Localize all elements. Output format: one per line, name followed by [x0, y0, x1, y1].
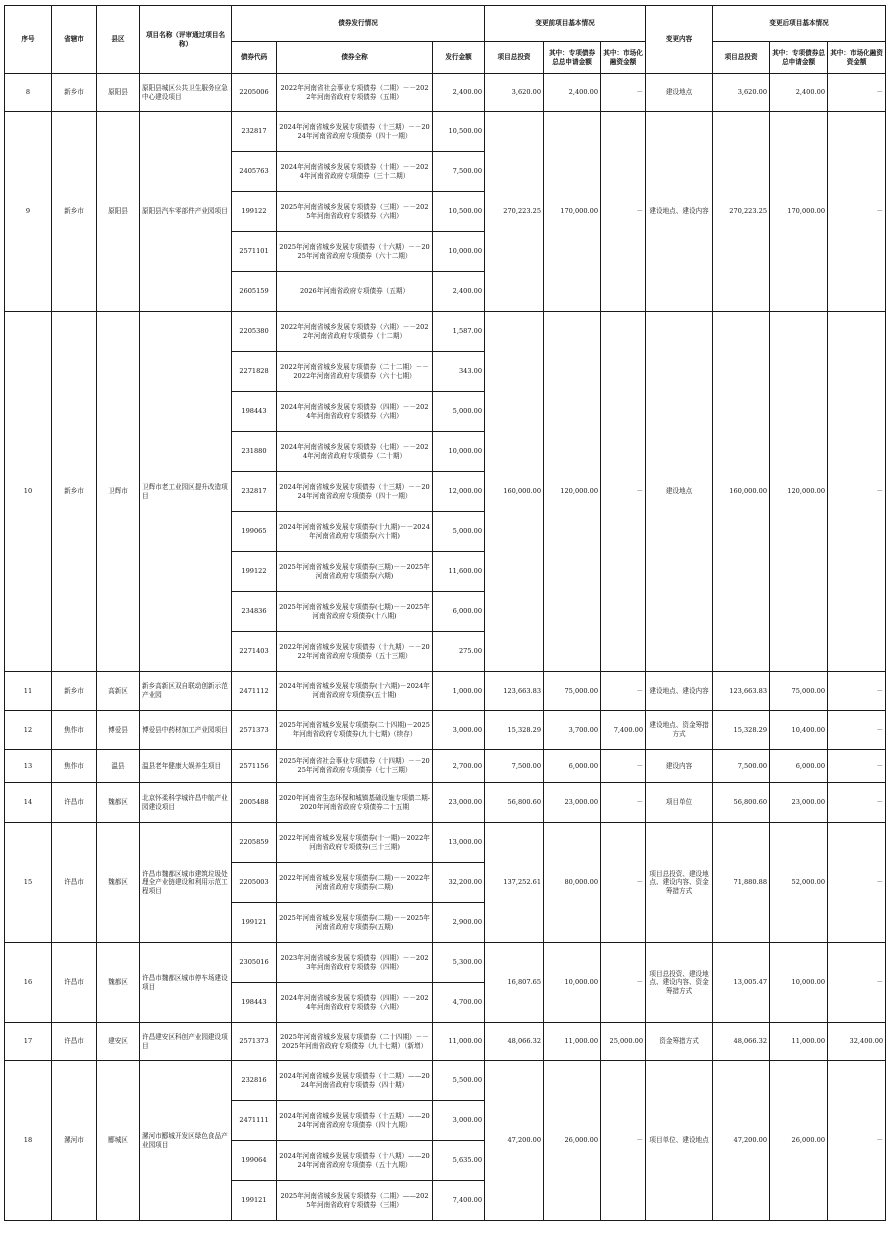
market-financing-before: －	[601, 783, 646, 823]
row-city: 新乡市	[52, 672, 97, 711]
row-project-name: 许昌市魏都区城市停车场建设项目	[140, 943, 232, 1023]
market-financing-after: －	[828, 750, 886, 783]
market-financing-before: 25,000.00	[601, 1023, 646, 1061]
row-seq: 18	[5, 1061, 52, 1221]
table-row	[5, 1023, 886, 1061]
change-content: 项目总投资、建设地点、建设内容、资金筹措方式	[646, 823, 713, 943]
header-special-bond-amount-after: 其中：专项债券总总申请金额	[770, 42, 828, 74]
bond-amount: 11,000.00	[433, 1023, 485, 1061]
table-row	[5, 823, 886, 863]
row-city: 许昌市	[52, 823, 97, 943]
special-bond-before: 10,000.00	[544, 943, 601, 1023]
bond-amount: 4,700.00	[433, 983, 485, 1023]
header-county: 县区	[97, 6, 140, 74]
bond-code: 2571156	[232, 750, 277, 783]
total-investment-before: 7,500.00	[485, 750, 544, 783]
special-bond-after: 23,000.00	[770, 783, 828, 823]
row-county: 建安区	[97, 1023, 140, 1061]
total-investment-before: 123,663.83	[485, 672, 544, 711]
bond-name: 2022年河南省城乡发展专项债券（十九期）－－2022年河南省政府专项债券（五十三期）	[277, 632, 433, 672]
bond-amount: 6,000.00	[433, 592, 485, 632]
bond-code: 2005488	[232, 783, 277, 823]
total-investment-before: 15,328.29	[485, 711, 544, 750]
row-project-name: 博爱县中药材加工产业园项目	[140, 711, 232, 750]
change-content: 建设地点、建设内容	[646, 112, 713, 312]
bond-name: 2022年河南省社会事业专项债券（二期）－－2022年河南省政府专项债券（五期）	[277, 74, 433, 112]
market-financing-after: －	[828, 312, 886, 672]
bond-code: 199121	[232, 1181, 277, 1221]
bond-amount: 2,700.00	[433, 750, 485, 783]
bond-name: 2025年河南省城乡发展专项债券（十六期）－－2025年河南省政府专项债券（六十二期）	[277, 232, 433, 272]
total-investment-after: 71,880.88	[713, 823, 770, 943]
bond-amount: 5,500.00	[433, 1061, 485, 1101]
market-financing-before: －	[601, 943, 646, 1023]
row-project-name: 许昌建安区科创产业园建设项目	[140, 1023, 232, 1061]
bond-amount: 10,000.00	[433, 232, 485, 272]
table-row	[5, 312, 886, 352]
bond-code: 2205006	[232, 74, 277, 112]
bond-code: 2471111	[232, 1101, 277, 1141]
total-investment-before: 48,066.32	[485, 1023, 544, 1061]
table-row	[5, 672, 886, 711]
change-content: 项目单位、建设地点	[646, 1061, 713, 1221]
special-bond-after: 120,000.00	[770, 312, 828, 672]
bond-change-table	[4, 5, 886, 1221]
bond-code: 2571101	[232, 232, 277, 272]
bond-amount: 3,000.00	[433, 1101, 485, 1141]
bond-code: 232817	[232, 112, 277, 152]
bond-amount: 10,000.00	[433, 432, 485, 472]
bond-code: 199065	[232, 512, 277, 552]
bond-amount: 13,000.00	[433, 823, 485, 863]
total-investment-before: 3,620.00	[485, 74, 544, 112]
market-financing-after: －	[828, 943, 886, 1023]
table-row	[5, 74, 886, 112]
table-row	[5, 1061, 886, 1101]
special-bond-before: 80,000.00	[544, 823, 601, 943]
row-project-name: 许昌市魏都区城市建筑垃圾处理全产业链建设和利用示范工程项目	[140, 823, 232, 943]
special-bond-before: 23,000.00	[544, 783, 601, 823]
header-market-financing-after: 其中：市场化融资资金额	[828, 42, 886, 74]
table-header	[5, 6, 886, 74]
bond-name: 2025年河南省城乡发展专项债券(二期)－－2025年河南省政府专项债券(五期)	[277, 903, 433, 943]
special-bond-after: 10,400.00	[770, 711, 828, 750]
change-content: 项目总投资、建设地点、建设内容、资金筹措方式	[646, 943, 713, 1023]
bond-code: 2471112	[232, 672, 277, 711]
bond-name: 2024年河南省城乡发展专项债券(十六期)－2024年河南省政府专项债券(五十期)	[277, 672, 433, 711]
special-bond-after: 26,000.00	[770, 1061, 828, 1221]
bond-code: 199122	[232, 192, 277, 232]
total-investment-before: 270,223.25	[485, 112, 544, 312]
row-county: 温县	[97, 750, 140, 783]
row-seq: 13	[5, 750, 52, 783]
market-financing-after: 32,400.00	[828, 1023, 886, 1061]
header-before-group: 变更前项目基本情况	[485, 6, 646, 42]
change-content: 建设地点	[646, 312, 713, 672]
row-county: 魏都区	[97, 823, 140, 943]
bond-code: 199064	[232, 1141, 277, 1181]
header-market-financing-before: 其中：市场化融资金额	[601, 42, 646, 74]
bond-name: 2022年河南省城乡发展专项债券(二期)－－2022年河南省政府专项债券(二期)	[277, 863, 433, 903]
bond-name: 2023年河南省城乡发展专项债券（四期）－－2023年河南省政府专项债券（四期）	[277, 943, 433, 983]
market-financing-after: －	[828, 711, 886, 750]
bond-amount: 2,400.00	[433, 74, 485, 112]
market-financing-before: －	[601, 750, 646, 783]
row-county: 郾城区	[97, 1061, 140, 1221]
market-financing-before: －	[601, 672, 646, 711]
bond-name: 2024年河南省城乡发展专项债券（十八期）——2024年河南省政府专项债券（五十九期）	[277, 1141, 433, 1181]
market-financing-before: 7,400.00	[601, 711, 646, 750]
bond-name: 2024年河南省城乡发展专项债券（十三期）－－2024年河南省政府专项债券（四十一期）	[277, 472, 433, 512]
row-seq: 16	[5, 943, 52, 1023]
total-investment-after: 47,200.00	[713, 1061, 770, 1221]
market-financing-after: －	[828, 1061, 886, 1221]
change-content: 建设内容	[646, 750, 713, 783]
bond-amount: 5,000.00	[433, 512, 485, 552]
bond-name: 2026年河南省政府专项债券（五期）	[277, 272, 433, 312]
bond-amount: 1,587.00	[433, 312, 485, 352]
row-city: 漯河市	[52, 1061, 97, 1221]
row-seq: 9	[5, 112, 52, 312]
bond-amount: 10,500.00	[433, 112, 485, 152]
special-bond-after: 6,000.00	[770, 750, 828, 783]
table-row	[5, 711, 886, 750]
row-seq: 10	[5, 312, 52, 672]
market-financing-after: －	[828, 823, 886, 943]
header-change-content: 变更内容	[646, 6, 713, 74]
change-content: 项目单位	[646, 783, 713, 823]
bond-amount: 11,600.00	[433, 552, 485, 592]
special-bond-before: 120,000.00	[544, 312, 601, 672]
header-bond-group: 债券发行情况	[232, 6, 485, 42]
bond-code: 2205859	[232, 823, 277, 863]
special-bond-before: 3,700.00	[544, 711, 601, 750]
change-content: 资金筹措方式	[646, 1023, 713, 1061]
bond-amount: 1,000.00	[433, 672, 485, 711]
table-body	[5, 74, 886, 1221]
bond-amount: 5,000.00	[433, 392, 485, 432]
bond-code: 2405763	[232, 152, 277, 192]
header-city: 省辖市	[52, 6, 97, 74]
total-investment-before: 47,200.00	[485, 1061, 544, 1221]
market-financing-before: －	[601, 823, 646, 943]
row-seq: 17	[5, 1023, 52, 1061]
bond-code: 2305016	[232, 943, 277, 983]
bond-name: 2025年河南省城乡发展专项债券(二十四期)－2025年河南省政府专项债券(九十七期)（续存）	[277, 711, 433, 750]
table-row	[5, 750, 886, 783]
total-investment-after: 13,005.47	[713, 943, 770, 1023]
total-investment-after: 123,663.83	[713, 672, 770, 711]
total-investment-before: 56,800.60	[485, 783, 544, 823]
bond-code: 199121	[232, 903, 277, 943]
bond-code: 2571373	[232, 711, 277, 750]
total-investment-after: 56,800.60	[713, 783, 770, 823]
bond-name: 2024年河南省城乡发展专项债券（四期）－－2024年河南省政府专项债券（六期）	[277, 392, 433, 432]
market-financing-after: －	[828, 672, 886, 711]
bond-code: 234836	[232, 592, 277, 632]
bond-amount: 2,900.00	[433, 903, 485, 943]
row-seq: 11	[5, 672, 52, 711]
bond-amount: 275.00	[433, 632, 485, 672]
special-bond-before: 75,000.00	[544, 672, 601, 711]
bond-name: 2020年河南省生态环保和城镇基础设施专项债二期-2020年河南省政府专项债券二十五期	[277, 783, 433, 823]
row-city: 新乡市	[52, 112, 97, 312]
row-project-name: 原阳县汽车零部件产业园项目	[140, 112, 232, 312]
special-bond-before: 170,000.00	[544, 112, 601, 312]
row-project-name: 温县老年健康大娱养生项目	[140, 750, 232, 783]
row-city: 许昌市	[52, 943, 97, 1023]
special-bond-after: 2,400.00	[770, 74, 828, 112]
row-county: 魏都区	[97, 783, 140, 823]
header-seq: 序号	[5, 6, 52, 74]
special-bond-after: 10,000.00	[770, 943, 828, 1023]
bond-name: 2025年河南省城乡发展专项债券（三期）－－2025年河南省政府专项债券（六期）	[277, 192, 433, 232]
row-city: 许昌市	[52, 1023, 97, 1061]
market-financing-after: －	[828, 74, 886, 112]
change-content: 建设地点、建设内容	[646, 672, 713, 711]
bond-amount: 7,500.00	[433, 152, 485, 192]
bond-name: 2025年河南省城乡发展专项债券(三期)－－2025年河南省政府专项债券(六期)	[277, 552, 433, 592]
bond-name: 2025年河南省城乡发展专项债券(七期)－－2025年河南省政府专项债券(十八期)	[277, 592, 433, 632]
change-content: 建设地点	[646, 74, 713, 112]
special-bond-after: 52,000.00	[770, 823, 828, 943]
special-bond-after: 75,000.00	[770, 672, 828, 711]
bond-name: 2025年河南省社会事业专项债券（十四期）－－2025年河南省政府专项债券（七十三期）	[277, 750, 433, 783]
row-county: 卫辉市	[97, 312, 140, 672]
row-seq: 8	[5, 74, 52, 112]
total-investment-after: 48,066.32	[713, 1023, 770, 1061]
row-city: 新乡市	[52, 74, 97, 112]
total-investment-after: 7,500.00	[713, 750, 770, 783]
row-county: 魏都区	[97, 943, 140, 1023]
total-investment-after: 15,328.29	[713, 711, 770, 750]
bond-name: 2025年河南省城乡发展专项债券（二十四期）－－2025年河南省政府专项债券（九十七期）（新增）	[277, 1023, 433, 1061]
row-city: 新乡市	[52, 312, 97, 672]
bond-amount: 5,635.00	[433, 1141, 485, 1181]
bond-amount: 12,000.00	[433, 472, 485, 512]
bond-code: 198443	[232, 392, 277, 432]
special-bond-after: 170,000.00	[770, 112, 828, 312]
bond-name: 2024年河南省城乡发展专项债券（四期）－－2024年河南省政府专项债券（六期）	[277, 983, 433, 1023]
bond-amount: 2,400.00	[433, 272, 485, 312]
bond-name: 2022年河南省城乡发展专项债券（六期）－－2022年河南省政府专项债券（十二期）	[277, 312, 433, 352]
bond-code: 2605159	[232, 272, 277, 312]
table-row	[5, 112, 886, 152]
market-financing-before: －	[601, 112, 646, 312]
total-investment-before: 16,807.65	[485, 943, 544, 1023]
header-issue-amount: 发行金额	[433, 42, 485, 74]
market-financing-after: －	[828, 112, 886, 312]
bond-amount: 3,000.00	[433, 711, 485, 750]
header-total-investment-after: 项目总投资	[713, 42, 770, 74]
header-total-investment: 项目总投资	[485, 42, 544, 74]
row-city: 焦作市	[52, 711, 97, 750]
total-investment-after: 270,223.25	[713, 112, 770, 312]
bond-code: 2205003	[232, 863, 277, 903]
bond-amount: 5,300.00	[433, 943, 485, 983]
row-project-name: 北京怀柔科学城许昌中航产业园建设项目	[140, 783, 232, 823]
header-project-name: 项目名称（评审通过项目名称）	[140, 6, 232, 74]
bond-name: 2024年河南省城乡发展专项债券（十五期）——2024年河南省政府专项债券（四十九期）	[277, 1101, 433, 1141]
market-financing-before: －	[601, 1061, 646, 1221]
special-bond-before: 26,000.00	[544, 1061, 601, 1221]
table-row	[5, 943, 886, 983]
row-city: 许昌市	[52, 783, 97, 823]
total-investment-after: 3,620.00	[713, 74, 770, 112]
bond-name: 2024年河南省城乡发展专项债券(十九期)－－2024年河南省政府专项债券(六十期)	[277, 512, 433, 552]
row-project-name: 卫辉市老工业园区提升改造项目	[140, 312, 232, 672]
bond-amount: 32,200.00	[433, 863, 485, 903]
header-bond-name: 债券全称	[277, 42, 433, 74]
bond-code: 199122	[232, 552, 277, 592]
bond-code: 2271828	[232, 352, 277, 392]
row-county: 高新区	[97, 672, 140, 711]
row-seq: 12	[5, 711, 52, 750]
market-financing-before: －	[601, 312, 646, 672]
special-bond-before: 6,000.00	[544, 750, 601, 783]
header-bond-code: 债券代码	[232, 42, 277, 74]
total-investment-after: 160,000.00	[713, 312, 770, 672]
row-project-name: 新乡高新区双自联动创新示范产业园	[140, 672, 232, 711]
bond-code: 232816	[232, 1061, 277, 1101]
market-financing-after: －	[828, 783, 886, 823]
bond-code: 2271403	[232, 632, 277, 672]
row-seq: 14	[5, 783, 52, 823]
change-content: 建设地点、资金筹措方式	[646, 711, 713, 750]
document-page	[4, 5, 885, 1221]
row-project-name: 原阳县城区公共卫生服务应急中心建设项目	[140, 74, 232, 112]
bond-name: 2024年河南省城乡发展专项债券（十期）－－2024年河南省政府专项债券（三十二期）	[277, 152, 433, 192]
row-project-name: 漯河市郾城开发区绿色食品产业园项目	[140, 1061, 232, 1221]
bond-amount: 343.00	[433, 352, 485, 392]
bond-amount: 10,500.00	[433, 192, 485, 232]
special-bond-before: 2,400.00	[544, 74, 601, 112]
special-bond-before: 11,000.00	[544, 1023, 601, 1061]
bond-name: 2024年河南省城乡发展专项债券（十三期）－－2024年河南省政府专项债券（四十一期）	[277, 112, 433, 152]
bond-name: 2024年河南省城乡发展专项债券（十二期）——2024年河南省政府专项债券（四十期）	[277, 1061, 433, 1101]
header-special-bond-amount: 其中：专项债券总总申请金额	[544, 42, 601, 74]
table-row	[5, 783, 886, 823]
special-bond-after: 11,000.00	[770, 1023, 828, 1061]
bond-name: 2024年河南省城乡发展专项债券（七期）－－2024年河南省政府专项债券（二十期）	[277, 432, 433, 472]
bond-amount: 7,400.00	[433, 1181, 485, 1221]
row-seq: 15	[5, 823, 52, 943]
row-city: 焦作市	[52, 750, 97, 783]
total-investment-before: 137,252.61	[485, 823, 544, 943]
bond-name: 2022年河南省城乡发展专项债券（二十二期）－－2022年河南省政府专项债券（六十七期）	[277, 352, 433, 392]
bond-code: 232817	[232, 472, 277, 512]
total-investment-before: 160,000.00	[485, 312, 544, 672]
bond-code: 231880	[232, 432, 277, 472]
bond-code: 2571373	[232, 1023, 277, 1061]
bond-name: 2025年河南省城乡发展专项债券（二期）——2025年河南省政府专项债券（三期）	[277, 1181, 433, 1221]
market-financing-before: －	[601, 74, 646, 112]
bond-code: 2205380	[232, 312, 277, 352]
header-after-group: 变更后项目基本情况	[713, 6, 886, 42]
row-county: 原阳县	[97, 74, 140, 112]
bond-name: 2022年河南省城乡发展专项债券(十一期)－2022年河南省政府专项债券(三十三期)	[277, 823, 433, 863]
bond-amount: 23,000.00	[433, 783, 485, 823]
row-county: 博爱县	[97, 711, 140, 750]
bond-code: 198443	[232, 983, 277, 1023]
row-county: 原阳县	[97, 112, 140, 312]
